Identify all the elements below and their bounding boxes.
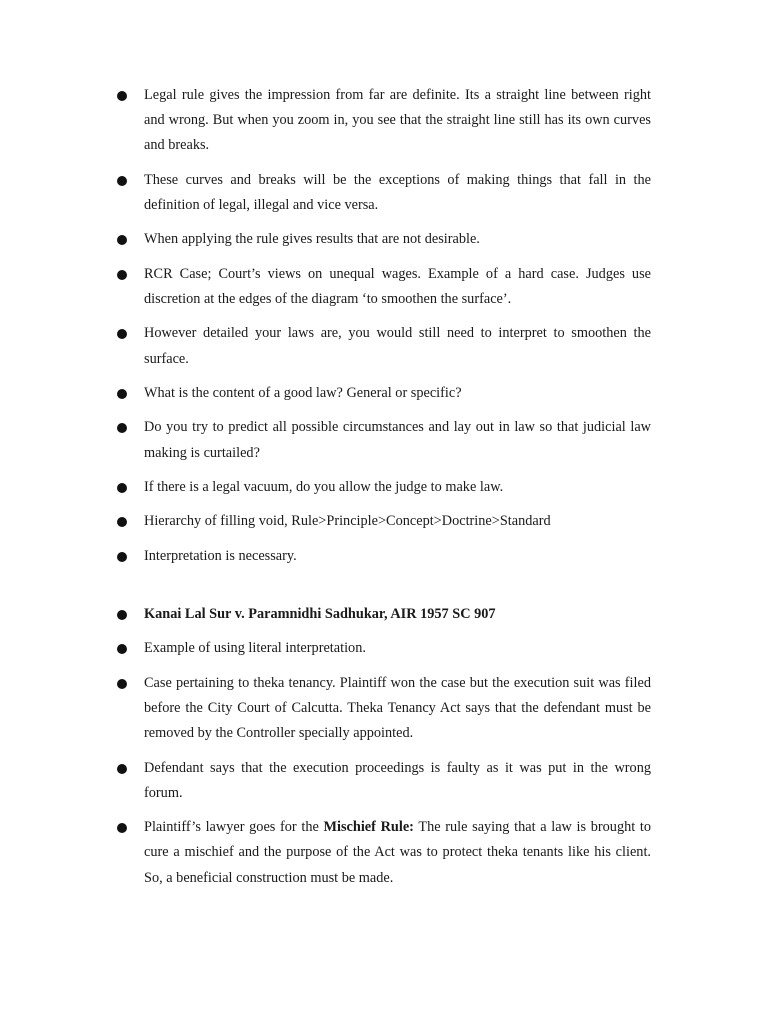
list-item (0, 227, 768, 252)
bullet-icon (117, 91, 127, 101)
list-item (0, 544, 768, 569)
item-text: When applying the rule gives results that are not desirable. (144, 231, 480, 248)
bullet-icon (117, 270, 127, 280)
list-item (0, 815, 768, 891)
bullet-icon (117, 517, 127, 527)
list-item (0, 756, 768, 806)
item-text: However detailed your laws are, you would still need to interpret to smoothen the surface. (144, 325, 651, 367)
bullet-icon (117, 679, 127, 689)
item-text: What is the content of a good law? General or specific? (144, 384, 462, 401)
item-text: RCR Case; Court’s views on unequal wages. Example of a hard case. Judges use discretion at the edges of the diagram ‘to smoothen the surface’. (144, 265, 651, 307)
bullet-icon (117, 176, 127, 186)
notes-list (0, 83, 768, 900)
bullet-icon (117, 389, 127, 399)
list-item (0, 415, 768, 465)
bullet-icon (117, 823, 127, 833)
item-text: Example of using literal interpretation. (144, 640, 366, 657)
bullet-icon (117, 552, 127, 562)
list-item (0, 671, 768, 747)
item-text: Do you try to predict all possible circumstances and lay out in law so that judicial law making is curtailed? (144, 419, 651, 461)
bullet-icon (117, 235, 127, 245)
bullet-icon (117, 483, 127, 493)
list-item (0, 509, 768, 534)
item-text: If there is a legal vacuum, do you allow the judge to make law. (144, 478, 504, 495)
list-item (0, 475, 768, 500)
bullet-icon (117, 610, 127, 620)
item-text: Hierarchy of filling void, Rule>Principle>Concept>Doctrine>Standard (144, 513, 551, 530)
case-heading-item (0, 602, 768, 627)
item-text-suffix: The rule saying that a law is brought to cure a mischief and the purpose of the Act was to protect theka tenants like his client. So, a beneficial construction must be made. (144, 819, 652, 886)
list-item (0, 321, 768, 371)
item-text: Interpretation is necessary. (144, 547, 297, 564)
list-item (0, 262, 768, 312)
item-text: Defendant says that the execution proceedings is faulty as it was put in the wrong forum. (144, 759, 651, 801)
bullet-icon (117, 329, 127, 339)
bullet-icon (117, 764, 127, 774)
item-text-prefix: Plaintiff’s lawyer goes for the (144, 819, 324, 836)
list-item (0, 83, 768, 159)
list-item (0, 636, 768, 661)
bullet-icon (117, 423, 127, 433)
item-text: Case pertaining to theka tenancy. Plaintiff won the case but the execution suit was filed before the City Court of Calcutta. Theka Tenancy Act says that the defendant must be removed by the Controller specially appointed. (144, 674, 651, 742)
item-text: Legal rule gives the impression from far are definite. Its a straight line between right and wrong. But when you zoom in, you see that the straight line still has its own curves and breaks. (144, 87, 651, 154)
bullet-icon (117, 644, 127, 654)
list-item (0, 381, 768, 406)
item-text: These curves and breaks will be the exceptions of making things that fall in the definition of legal, illegal and vice versa. (144, 171, 651, 213)
mischief-rule-term: Mischief Rule: (323, 819, 414, 836)
case-title: Kanai Lal Sur v. Paramnidhi Sadhukar, AIR 1957 SC 907 (144, 605, 496, 622)
list-item (0, 168, 768, 218)
